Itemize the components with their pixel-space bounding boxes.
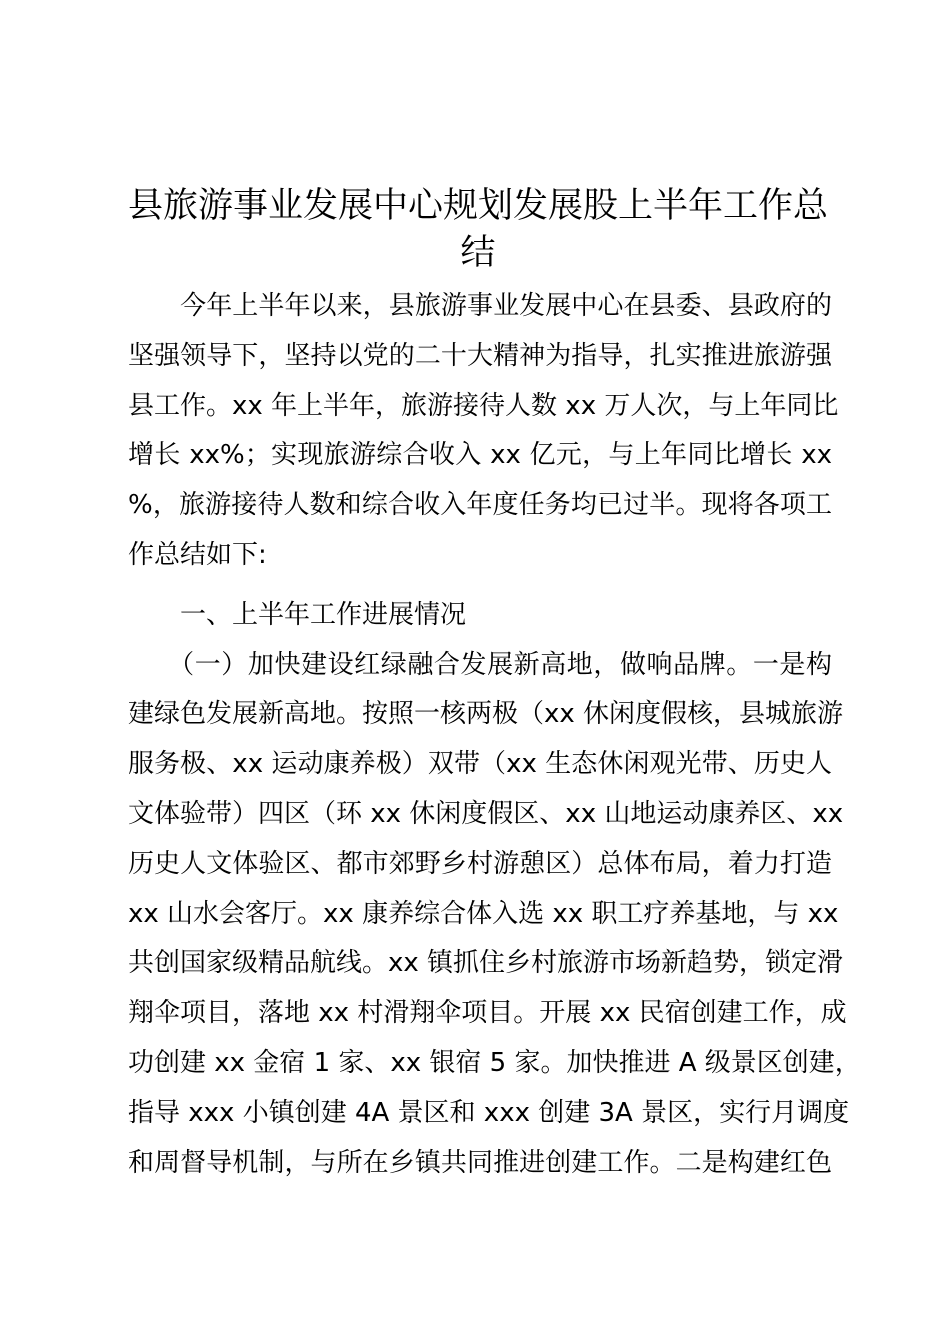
text-line: 共创国家级精品航线。xx 镇抓住乡村旅游市场新趋势，锁定滑 xyxy=(128,948,844,979)
text-line: （一）加快建设红绿融合发展新高地，做响品牌。一是构 xyxy=(128,649,832,680)
document-body xyxy=(128,282,861,1188)
text-line: 翔伞项目，落地 xx 村滑翔伞项目。开展 xx 民宿创建工作，成 xyxy=(128,998,847,1029)
text-line: 坚强领导下，坚持以党的二十大精神为指导，扎实推进旅游强 xyxy=(128,340,832,371)
document-title-line: 结 xyxy=(460,233,496,273)
section-heading: 一、上半年工作进展情况 xyxy=(128,599,467,630)
text-line: 历史人文体验区、都市郊野乡村游憩区）总体布局，着力打造 xyxy=(128,848,832,879)
intro-paragraph xyxy=(128,282,839,581)
text-line: 今年上半年以来，县旅游事业发展中心在县委、县政府的 xyxy=(128,291,832,321)
document-title-line: 县旅游事业发展中心规划发展股上半年工作总 xyxy=(127,186,828,226)
text-line: %，旅游接待人数和综合收入年度任务均已过半。现将各项工 xyxy=(128,490,832,521)
text-line: xx 山水会客厅。xx 康养综合体入选 xx 职工疗养基地，与 xx xyxy=(128,898,839,929)
text-line: 和周督导机制，与所在乡镇共同推进创建工作。二是构建红色 xyxy=(128,1147,832,1178)
text-line: 功创建 xx 金宿 1 家、xx 银宿 5 家。加快推进 A 级景区创建， xyxy=(128,1047,861,1078)
text-line: 县工作。xx 年上半年，旅游接待人数 xx 万人次，与上年同比 xyxy=(128,390,839,421)
paragraph-spacer xyxy=(128,581,832,591)
text-line: 作总结如下: xyxy=(128,539,267,570)
text-line: 服务极、xx 运动康养极）双带（xx 生态休闲观光带、历史人 xyxy=(128,749,832,780)
text-line: 增长 xx%；实现旅游综合收入 xx 亿元，与上年同比增长 xx xyxy=(128,440,832,471)
body-paragraph xyxy=(128,641,861,1189)
document-title xyxy=(120,183,836,277)
text-line: 指导 xxx 小镇创建 4A 景区和 xxx 创建 3A 景区，实行月调度 xyxy=(128,1097,850,1128)
text-line: 建绿色发展新高地。按照一核两极（xx 休闲度假核，县城旅游 xyxy=(128,699,844,730)
text-line: 文体验带）四区（环 xx 休闲度假区、xx 山地运动康养区、xx xyxy=(128,798,844,829)
